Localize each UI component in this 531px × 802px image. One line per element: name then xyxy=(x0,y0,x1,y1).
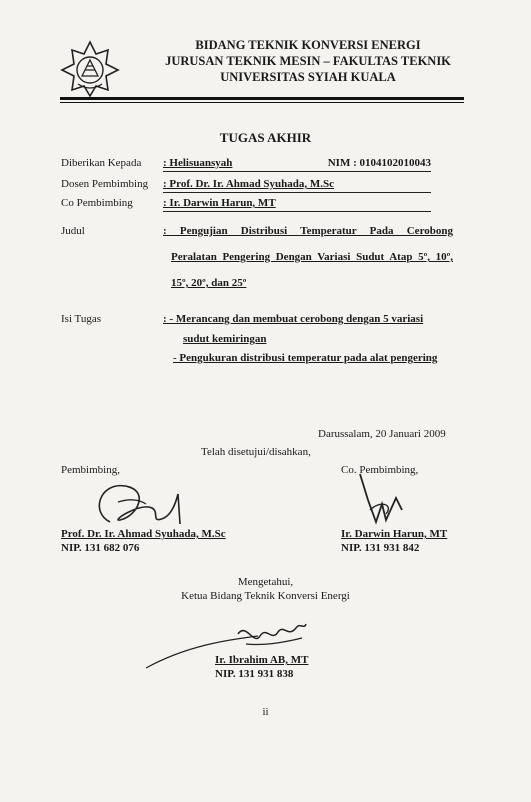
judul-line-1: : Pengujian Distribusi Temperatur Pada Cerobong xyxy=(163,225,453,237)
header-line-3: UNIVERSITAS SYIAH KUALA xyxy=(220,70,396,84)
diberikan-label: Diberikan Kepada xyxy=(61,157,142,169)
judul-label: Judul xyxy=(61,225,85,237)
co-pembimbing-name: Ir. Darwin Harun, MT xyxy=(341,528,448,540)
judul-line-3: 15º, 20º, dan 25º xyxy=(171,277,247,289)
student-name: : Helisuansyah xyxy=(163,157,233,169)
isi-item-1-line-1: : - Merancang dan membuat cerobong dengan 5 variasi xyxy=(163,313,424,325)
isi-item-2: - Pengukuran distribusi temperatur pada alat pengering xyxy=(173,352,438,364)
mengetahui-line: Mengetahui, xyxy=(237,576,294,588)
signature-pembimbing xyxy=(80,472,200,534)
signature-co-pembimbing xyxy=(346,470,416,532)
document-title: TUGAS AKHIR xyxy=(219,130,312,145)
diberikan-value xyxy=(163,157,431,169)
pembimbing-name: Prof. Dr. Ir. Ahmad Syuhada, M.Sc xyxy=(61,528,226,540)
student-nim: NIM : 0104102010043 xyxy=(327,157,431,169)
isi-item-1-line-2: sudut kemiringan xyxy=(183,333,267,345)
pembimbing-nip: NIP. 131 682 076 xyxy=(61,542,140,554)
co-underline xyxy=(163,211,431,212)
university-logo xyxy=(58,40,122,98)
co-pembimbing-role: Co. Pembimbing, xyxy=(341,464,419,476)
judul-line-2: Peralatan Pengering Dengan Variasi Sudut Atap 5º, 10º, xyxy=(171,251,453,263)
page-number: ii xyxy=(262,706,269,718)
co-value: : Ir. Darwin Harun, MT xyxy=(163,197,276,209)
dosen-underline xyxy=(163,192,431,193)
header-rule-thick xyxy=(60,97,464,100)
dosen-label: Dosen Pembimbing xyxy=(61,178,149,190)
header-line-1: BIDANG TEKNIK KONVERSI ENERGI xyxy=(195,38,421,52)
approval-line: Telah disetujui/disahkan, xyxy=(201,446,311,458)
isi-label: Isi Tugas xyxy=(61,313,102,325)
header-rule-thin xyxy=(60,102,464,103)
diberikan-underline xyxy=(163,171,431,172)
ketua-nip: NIP. 131 931 838 xyxy=(215,668,294,680)
co-label: Co Pembimbing xyxy=(61,197,133,209)
date-line: Darussalam, 20 Januari 2009 xyxy=(318,428,446,440)
pembimbing-role: Pembimbing, xyxy=(61,464,120,476)
dosen-value: : Prof. Dr. Ir. Ahmad Syuhada, M.Sc xyxy=(163,178,335,190)
ketua-name: Ir. Ibrahim AB, MT xyxy=(215,654,309,666)
ketua-role: Ketua Bidang Teknik Konversi Energi xyxy=(181,590,350,602)
co-pembimbing-nip: NIP. 131 931 842 xyxy=(341,542,420,554)
header-line-2: JURUSAN TEKNIK MESIN – FAKULTAS TEKNIK xyxy=(165,54,451,68)
